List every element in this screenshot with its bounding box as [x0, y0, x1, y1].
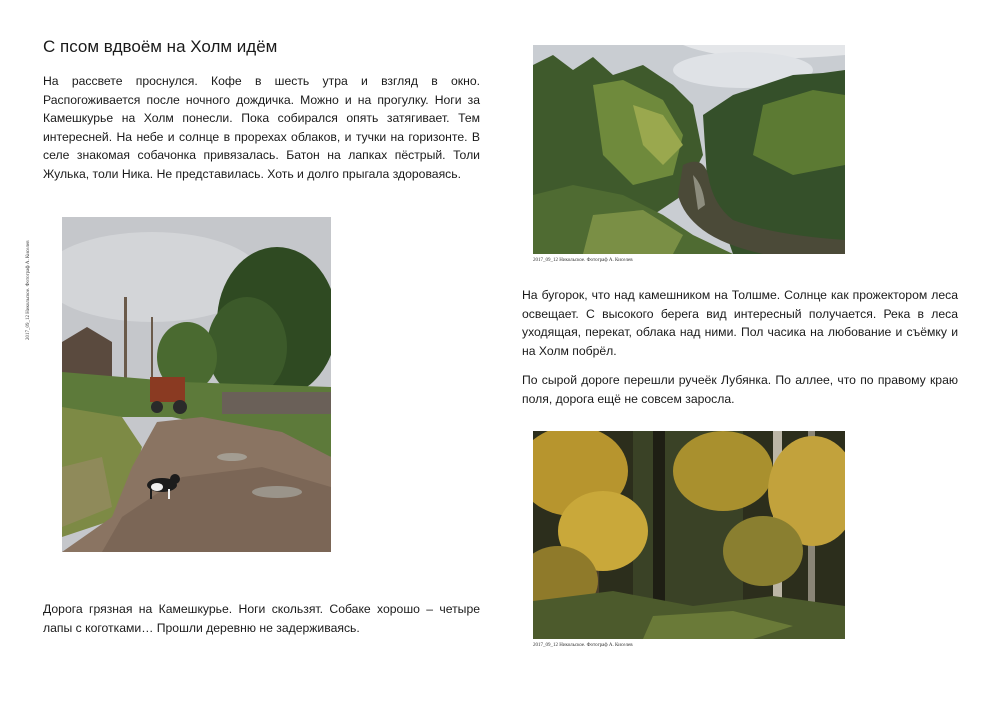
river-photo-caption: 2017_09_12 Никольское. Фотограф А. Киселев	[533, 258, 633, 263]
village-photo-caption: 2017_09_12 Никольское. Фотограф А. Киселев	[26, 240, 31, 340]
paragraph-road: Дорога грязная на Камешкурье. Ноги скользят. Собаке хорошо – четыре лапы с коготками… Прошли деревню не задерживаясь.	[43, 602, 480, 635]
paragraph-hill: На бугорок, что над камешником на Толшме. Солнце как прожектором леса освещает. С высокого берега вид интересный получается. Река в леса уходящая, перекат, облака над ними. Пол часика на любование и съёмку и на Холм побрёл.	[522, 288, 958, 358]
paragraph-alley: По сырой дороге перешли ручеёк Лубянка. По аллее, что по правому краю поля, дорога ещё не совсем заросла.	[522, 373, 958, 406]
autumn-forest-photo	[533, 431, 845, 639]
village-road-photo	[62, 217, 331, 552]
river-photo	[533, 45, 845, 254]
forest-photo-caption: 2017_09_12 Никольское. Фотограф А. Киселев	[533, 643, 633, 648]
page-title: С псом вдвоём на Холм идём	[43, 37, 278, 56]
paragraph-intro: На рассвете проснулся. Кофе в шесть утра и взгляд в окно. Распогоживается после ночного дождичка. Можно и на прогулку. Ноги за Камешкурье на Холм понесли. Пока собирался опять затягивает. Тем интересней. На небе и солнце в прорехах облаков, и тучки на горизонте. В селе знакомая собачонка привязалась. Батон на лапках пёстрый. Толи Жулька, толи Ника. Не представилась. Хоть и долго прыгала здороваясь.	[43, 74, 480, 181]
